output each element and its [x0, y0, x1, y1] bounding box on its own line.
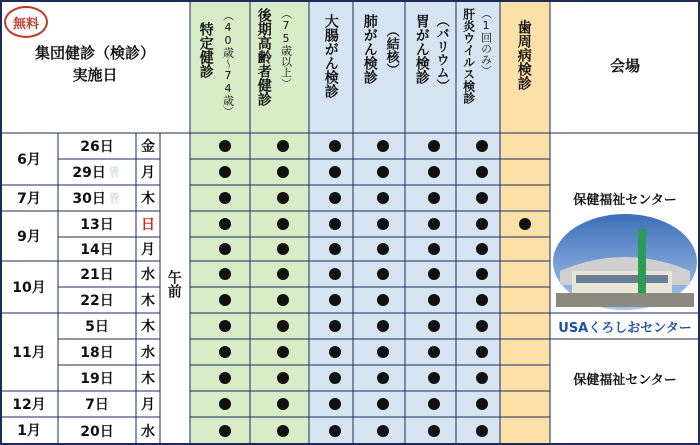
- header-kan-sub: （1回のみ）: [479, 8, 493, 76]
- schedule-dot: [428, 192, 440, 204]
- schedule-dot: [377, 372, 389, 384]
- weekday-label: 月: [141, 397, 155, 413]
- weekday-label: 水: [141, 423, 155, 440]
- schedule-dot: [219, 166, 231, 178]
- day-label: 13日: [80, 217, 114, 233]
- weekday-label: 月: [141, 242, 155, 258]
- weekday-label: 水: [141, 345, 155, 361]
- day-label: 22日: [80, 293, 114, 309]
- schedule-dot: [476, 320, 488, 332]
- header-tokutei-sub: （40歳～74歳）: [221, 10, 235, 117]
- venue-health-center-1: 保健福祉センター: [573, 192, 677, 208]
- venue-health-center-2: 保健福祉センター: [573, 372, 677, 388]
- schedule-dot: [329, 268, 341, 280]
- schedule-dot: [377, 166, 389, 178]
- month-october: 10月: [12, 280, 46, 296]
- schedule-dot: [329, 398, 341, 410]
- header-koki: 後期高齢者健診: [255, 8, 272, 106]
- schedule-dot: [277, 166, 289, 178]
- schedule-dot: [277, 243, 289, 255]
- schedule-dot: [428, 166, 440, 178]
- day-cell: [58, 237, 136, 261]
- month-july: 7月: [17, 191, 41, 207]
- day-label: 5日: [85, 319, 109, 335]
- tooth-icon: 🦷: [107, 165, 122, 179]
- schedule-dot: [476, 192, 488, 204]
- schedule-dot: [428, 425, 440, 437]
- schedule-dot: [219, 320, 231, 332]
- schedule-dot: [428, 372, 440, 384]
- day-label: 21日: [80, 267, 114, 283]
- day-cell: [58, 133, 136, 159]
- day-label: 20日: [80, 423, 114, 440]
- schedule-dot: [329, 372, 341, 384]
- day-label: 7日: [85, 397, 109, 413]
- weekday-label: 木: [141, 191, 155, 207]
- schedule-dot: [476, 398, 488, 410]
- time-am: 午前: [165, 270, 182, 298]
- day-label: 30日: [72, 191, 106, 207]
- schedule-dot: [277, 218, 289, 230]
- schedule-dot: [277, 320, 289, 332]
- venue-usa-kuroshio: USAくろしおセンター: [558, 320, 692, 336]
- schedule-dot: [219, 372, 231, 384]
- day-cell: [58, 365, 136, 391]
- schedule-dot: [476, 243, 488, 255]
- schedule-dot: [377, 218, 389, 230]
- schedule-dot: [377, 192, 389, 204]
- day-cell: [58, 313, 136, 339]
- schedule-dot: [377, 140, 389, 152]
- header-hai-sub: （結核）: [383, 24, 399, 76]
- schedule-dot: [219, 140, 231, 152]
- header-tokutei: 特定健診: [197, 22, 214, 78]
- building-photo: [552, 213, 698, 311]
- weekday-label: 水: [141, 267, 155, 283]
- title-line2: 実施日: [72, 65, 118, 84]
- header-i-sub: （バリウム）: [433, 14, 449, 92]
- weekday-label: 金: [141, 139, 155, 155]
- day-label: 14日: [80, 242, 114, 258]
- schedule-dot: [277, 398, 289, 410]
- day-cell: [58, 287, 136, 313]
- schedule-dot: [377, 243, 389, 255]
- schedule-dot: [476, 268, 488, 280]
- schedule-dot: [329, 320, 341, 332]
- header-shishu: 歯周病検診: [515, 20, 532, 90]
- month-january: 1月: [17, 423, 41, 439]
- weekday-label: 日: [141, 217, 155, 233]
- day-label: 29日: [72, 165, 106, 181]
- schedule-dot: [329, 425, 341, 437]
- schedule-dot: [476, 372, 488, 384]
- schedule-dot: [377, 320, 389, 332]
- schedule-dot: [428, 268, 440, 280]
- schedule-dot: [329, 346, 341, 358]
- schedule-dot: [219, 294, 231, 306]
- free-badge: 無料: [4, 6, 48, 38]
- month-june: 6月: [17, 152, 41, 168]
- schedule-dot: [277, 140, 289, 152]
- schedule-dot: [329, 166, 341, 178]
- day-label: 19日: [80, 371, 114, 387]
- weekday-label: 木: [141, 371, 155, 387]
- schedule-dot: [329, 218, 341, 230]
- schedule-dot: [277, 372, 289, 384]
- schedule-dot: [329, 294, 341, 306]
- schedule-dot: [476, 218, 488, 230]
- day-cell: [58, 185, 136, 211]
- schedule-dot: [219, 346, 231, 358]
- schedule-dot: [277, 268, 289, 280]
- schedule-dot: [476, 346, 488, 358]
- schedule-dot: [428, 320, 440, 332]
- header-kan: 肝炎ウイルス検診: [461, 8, 476, 104]
- header-i: 胃がん検診: [413, 14, 430, 84]
- schedule-dot: [428, 140, 440, 152]
- schedule-dot: [219, 243, 231, 255]
- header-koki-sub: （75歳以上）: [279, 8, 293, 89]
- schedule-dot: [277, 425, 289, 437]
- weekday-label: 月: [141, 165, 155, 181]
- header-hai: 肺がん検診: [361, 14, 378, 84]
- schedule-dot: [219, 192, 231, 204]
- schedule-dot: [377, 425, 389, 437]
- title-line1: 集団健診（検診）: [34, 43, 155, 62]
- schedule-dot: [428, 398, 440, 410]
- day-cell: [58, 159, 136, 185]
- month-september: 9月: [17, 229, 41, 245]
- schedule-dot: [377, 398, 389, 410]
- day-label: 18日: [80, 345, 114, 361]
- schedule-dot: [428, 243, 440, 255]
- schedule-dot: [428, 294, 440, 306]
- schedule-dot: [277, 346, 289, 358]
- schedule-dot: [377, 346, 389, 358]
- schedule-dot: [428, 218, 440, 230]
- schedule-dot: [377, 294, 389, 306]
- header-daicho: 大腸がん検診: [322, 14, 339, 98]
- schedule-dot: [476, 294, 488, 306]
- tooth-icon: 🦷: [107, 191, 122, 205]
- month-december: 12月: [12, 397, 46, 413]
- schedule-dot: [329, 140, 341, 152]
- weekday-label: 木: [141, 293, 155, 309]
- schedule-dot: [476, 166, 488, 178]
- schedule-dot: [329, 192, 341, 204]
- schedule-dot: [329, 243, 341, 255]
- day-cell: [58, 391, 136, 417]
- schedule-dot: [476, 140, 488, 152]
- schedule-dot: [219, 398, 231, 410]
- day-label: 26日: [80, 139, 114, 155]
- header-venue: 会場: [609, 56, 640, 75]
- schedule-dot: [219, 425, 231, 437]
- month-november: 11月: [12, 345, 46, 361]
- schedule-dot: [219, 268, 231, 280]
- day-cell: [58, 417, 136, 444]
- schedule-dot: [428, 346, 440, 358]
- day-cell: [58, 261, 136, 287]
- schedule-dot: [277, 192, 289, 204]
- schedule-dot: [277, 294, 289, 306]
- schedule-dot: [377, 268, 389, 280]
- schedule-dot: [476, 425, 488, 437]
- day-cell: [58, 339, 136, 365]
- day-cell: [58, 211, 136, 237]
- schedule-dot: [219, 218, 231, 230]
- weekday-label: 木: [141, 319, 155, 335]
- schedule-dot: [519, 218, 531, 230]
